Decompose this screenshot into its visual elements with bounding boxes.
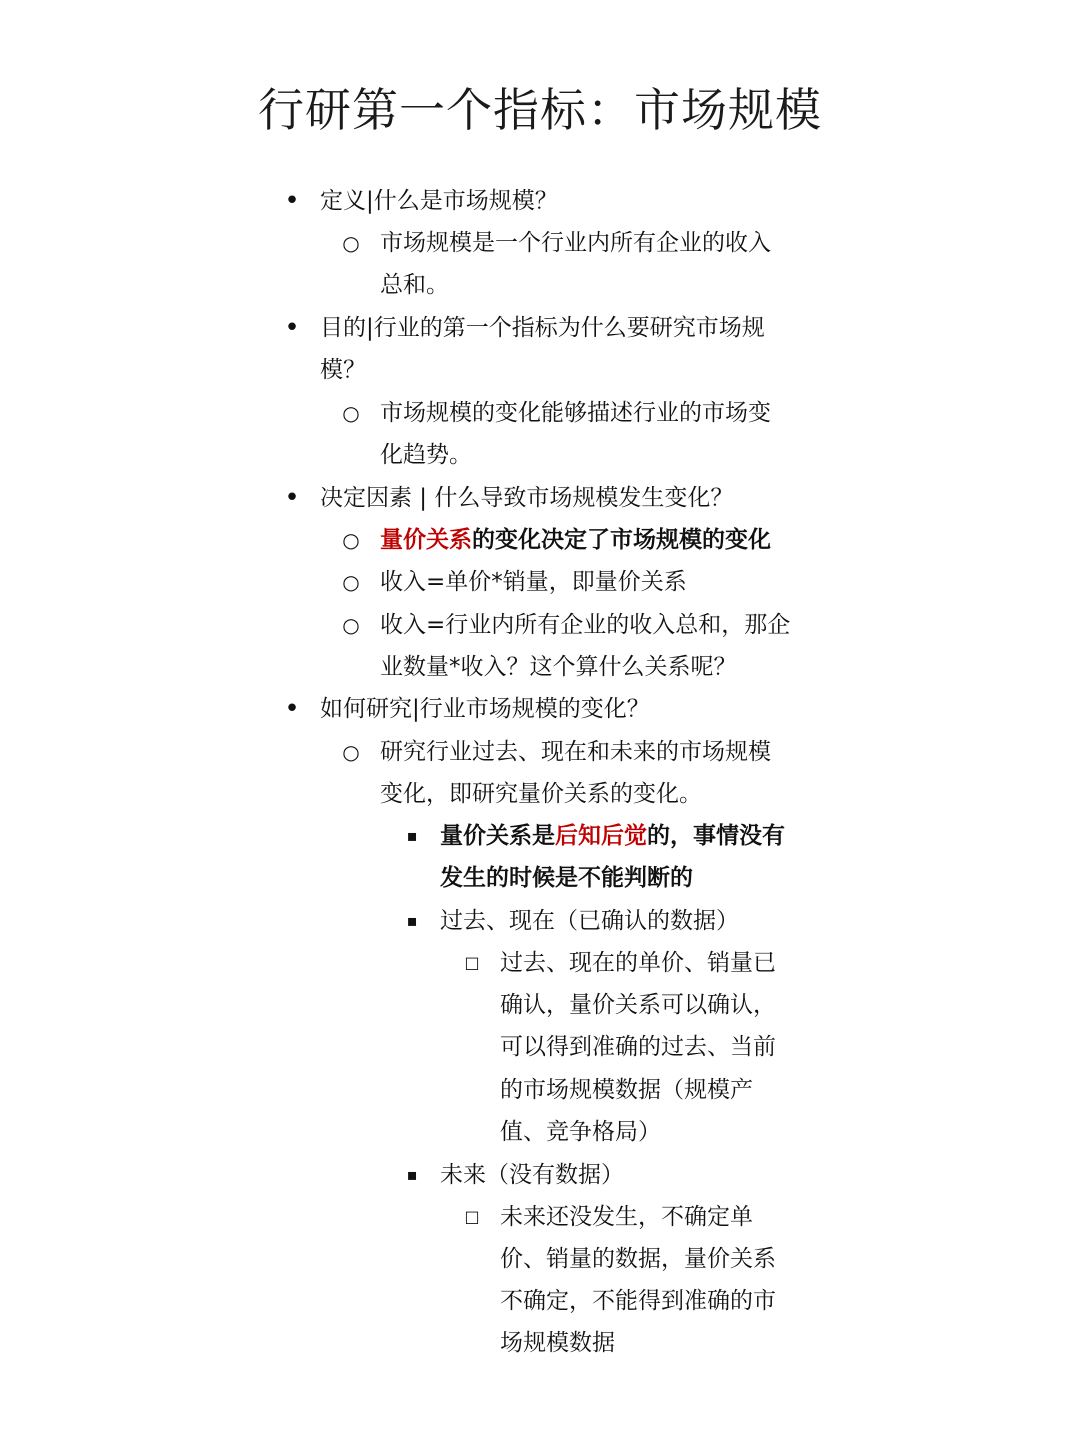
page-title: 行研第一个指标：市场规模 <box>258 83 822 137</box>
outline-level4-line: 确认，量价关系可以确认， <box>500 992 776 1018</box>
circle-marker: ○ <box>342 740 360 764</box>
outline-subitem-line: 收入=单价*销量，即量价关系 <box>380 569 687 595</box>
outline-subitem-line: 市场规模的变化能够描述行业的市场变 <box>380 400 771 426</box>
outline-subitem-line: 变化，即研究量价关系的变化。 <box>380 781 702 807</box>
highlight-text: 量价关系 <box>380 527 472 553</box>
outline-subitem-line: 市场规模是一个行业内所有企业的收入 <box>380 230 771 256</box>
square-marker: ▪ <box>406 1165 418 1184</box>
circle-marker: ○ <box>342 570 360 594</box>
outline-level4-line: 的市场规模数据（规模产 <box>500 1077 753 1103</box>
outline-level4-line: 值、竞争格局） <box>500 1119 661 1145</box>
outline-item-purpose-cont: 模？ <box>320 357 366 383</box>
square-marker: ▪ <box>406 911 418 930</box>
outline-item-factors: 决定因素 | 什么导致市场规模发生变化？ <box>320 485 734 511</box>
outline-level3-future: 未来（没有数据） <box>440 1162 624 1188</box>
outline-level3-past: 过去、现在（已确认的数据） <box>440 908 739 934</box>
outline-item-method: 如何研究|行业市场规模的变化？ <box>320 696 650 722</box>
outline-level4-line: 不确定，不能得到准确的市 <box>500 1288 776 1314</box>
bold-text: 的，事情没有 <box>647 823 785 849</box>
outline-item-definition: 定义|什么是市场规模？ <box>320 188 558 214</box>
outline-level4-line: 场规模数据 <box>500 1330 615 1356</box>
highlight-text: 后知后觉 <box>555 823 647 849</box>
circle-marker: ○ <box>342 528 360 552</box>
circle-marker: ○ <box>342 231 360 255</box>
outline-level4-line: 可以得到准确的过去、当前 <box>500 1034 776 1060</box>
box-marker: □ <box>464 953 480 972</box>
bullet-marker: • <box>284 313 300 343</box>
outline-item-purpose: 目的|行业的第一个指标为什么要研究市场规 <box>320 315 765 341</box>
square-marker: ▪ <box>406 826 418 845</box>
outline-subitem-line: 化趋势。 <box>380 442 472 468</box>
outline-level3-line: 发生的时候是不能判断的 <box>440 865 693 891</box>
bullet-marker: • <box>284 186 300 216</box>
circle-marker: ○ <box>342 401 360 425</box>
outline-level4-line: 未来还没发生，不确定单 <box>500 1204 753 1230</box>
outline-level3-highlight <box>440 815 785 857</box>
outline-subitem-line: 研究行业过去、现在和未来的市场规模 <box>380 739 771 765</box>
bullet-marker: • <box>284 483 300 513</box>
circle-marker: ○ <box>342 613 360 637</box>
outline-subitem-highlight <box>380 519 771 561</box>
bold-text: 量价关系是 <box>440 823 555 849</box>
outline-subitem-line: 业数量*收入？这个算什么关系呢？ <box>380 654 737 680</box>
bullet-marker: • <box>284 694 300 724</box>
bold-text: 的变化决定了市场规模的变化 <box>472 527 771 553</box>
outline-level4-line: 价、销量的数据，量价关系 <box>500 1246 776 1272</box>
box-marker: □ <box>464 1207 480 1226</box>
outline-subitem-line: 总和。 <box>380 272 449 298</box>
outline-level4-line: 过去、现在的单价、销量已 <box>500 950 776 976</box>
outline-subitem-line: 收入=行业内所有企业的收入总和，那企 <box>380 612 791 638</box>
